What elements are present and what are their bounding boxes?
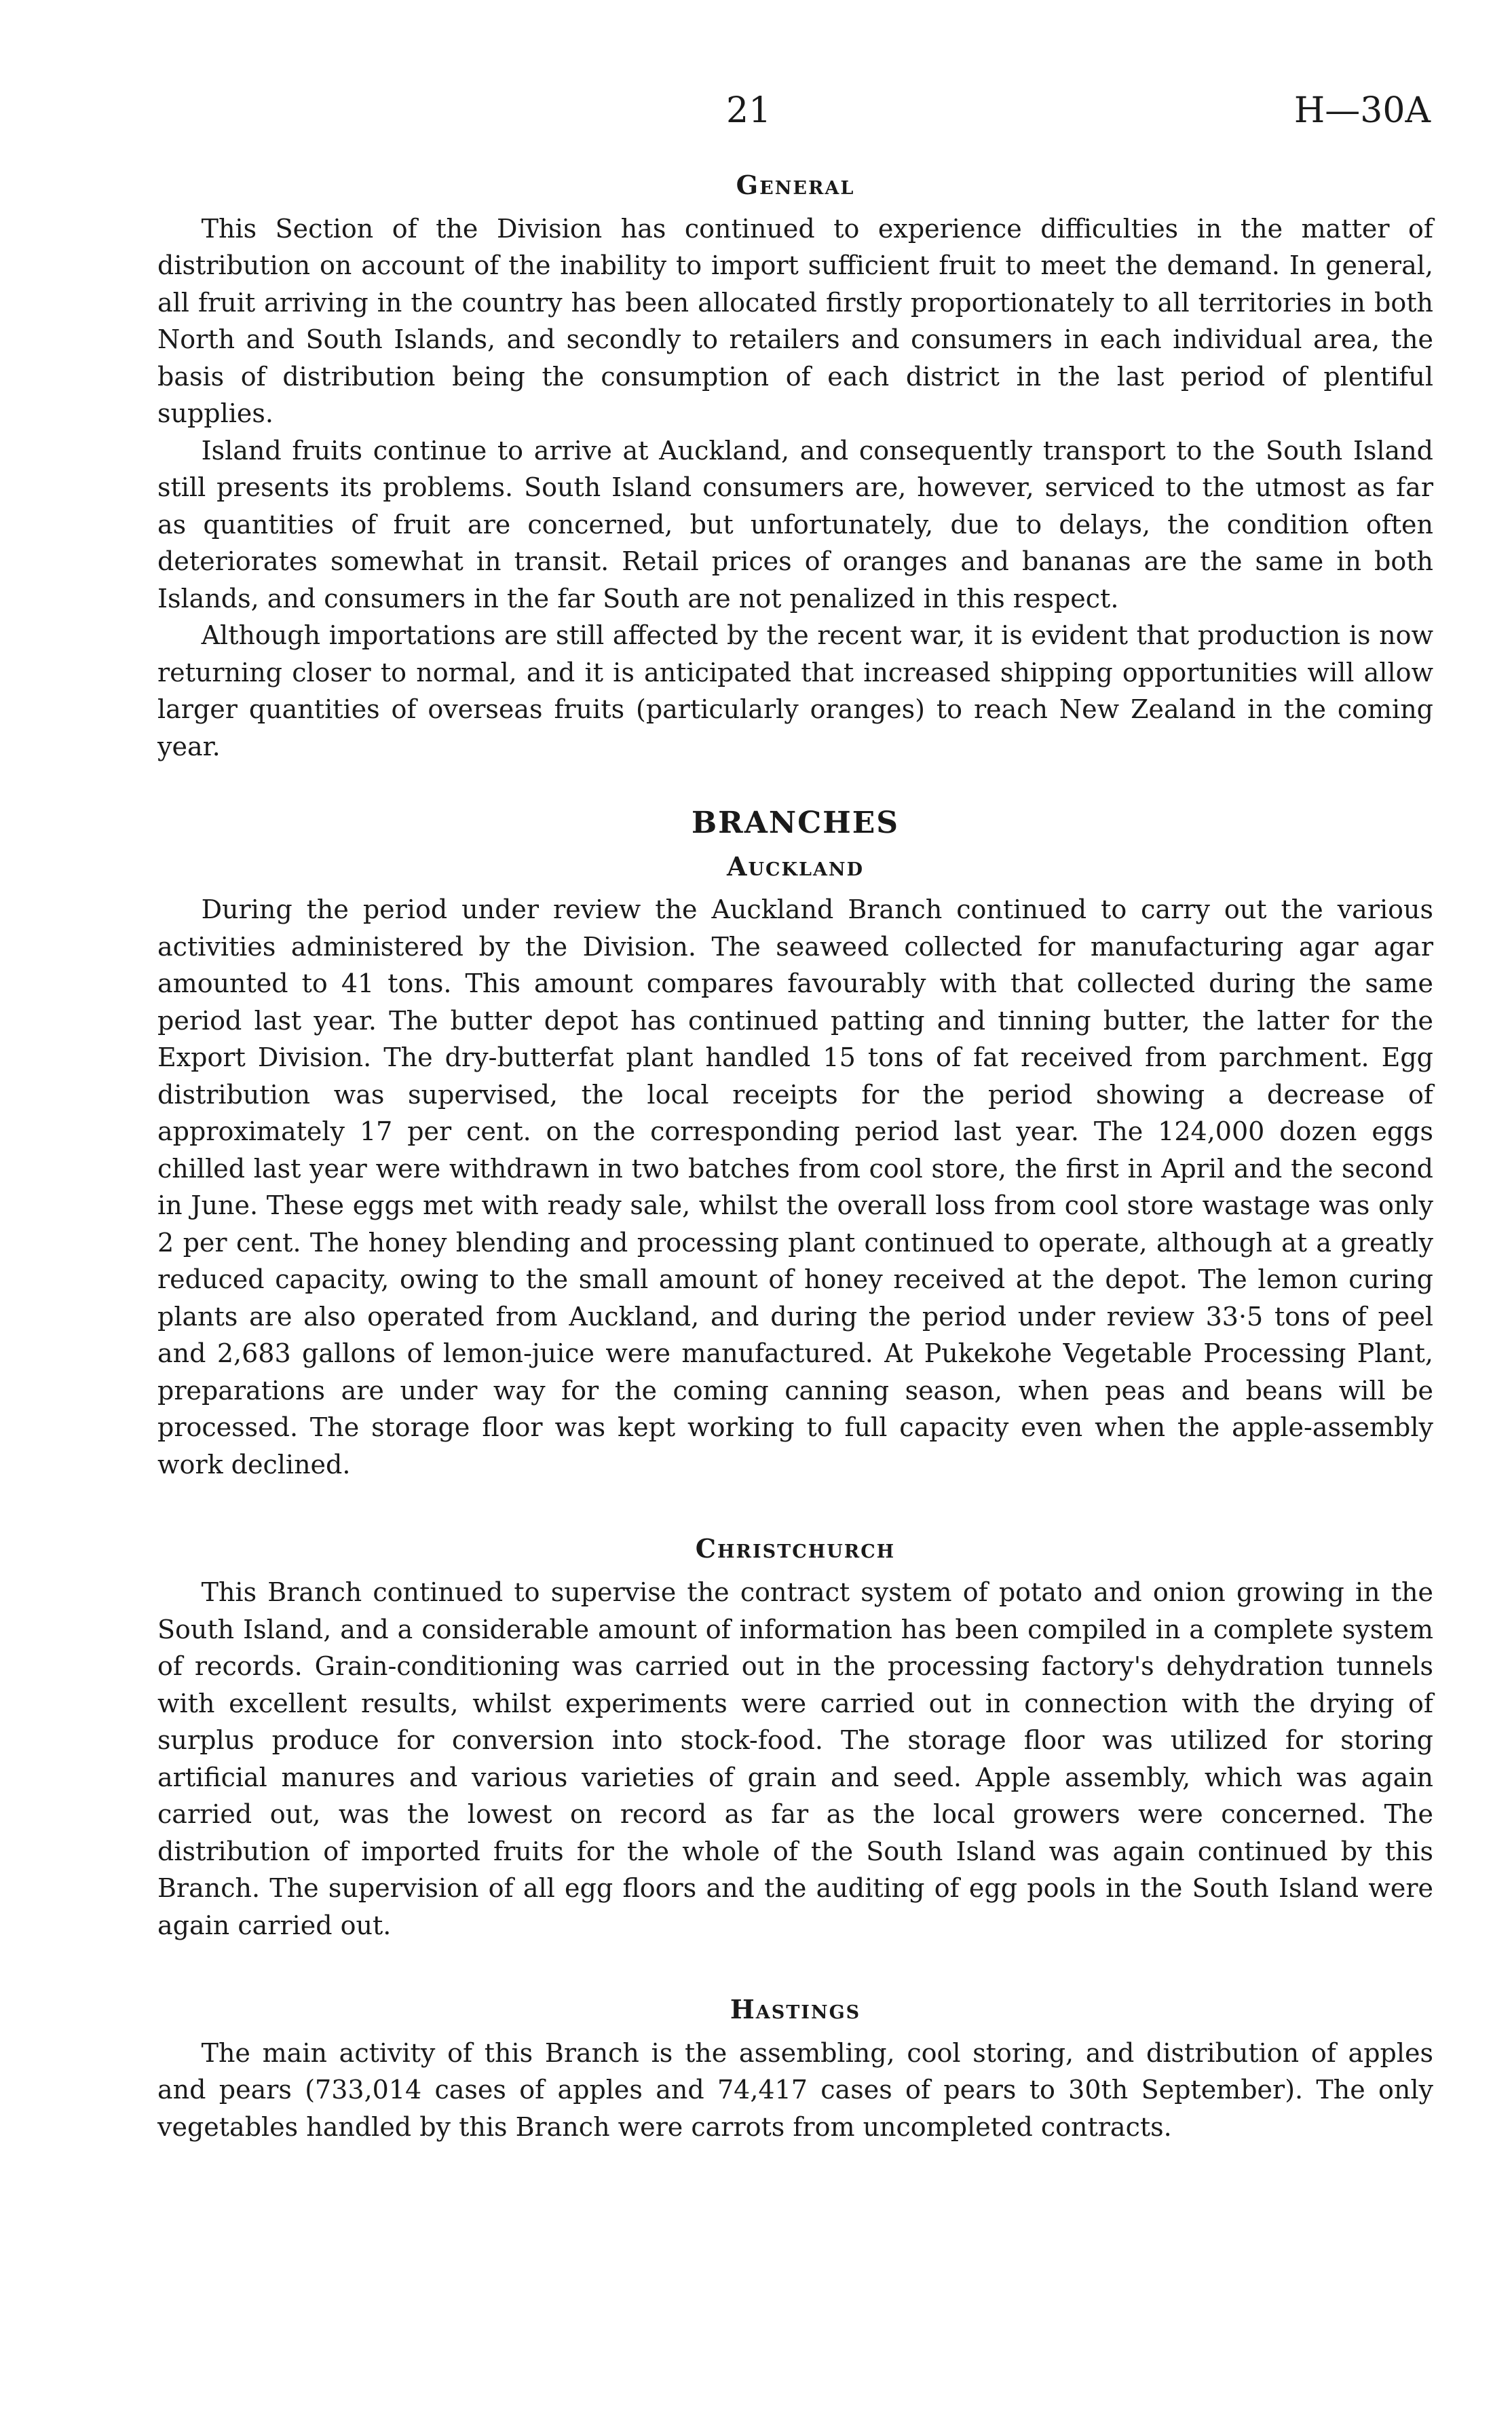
christchurch-heading: Christchurch [695, 1533, 896, 1564]
general-paragraph-3: Although importations are still affected by the recent war, it is evident that production is now returning closer to normal, and it is anticipated that increased shipping opportunities will allow larger quantities of overseas fruits (particularly oranges) to reach New Zealand in the coming year. [157, 620, 1433, 761]
general-heading: General [736, 170, 855, 200]
general-section [157, 170, 1433, 765]
auckland-heading: Auckland [726, 850, 864, 882]
christchurch-paragraph: This Branch continued to supervise the contract system of potato and onion growing in the South Island, and a considerable amount of information has been compiled in a complete system of records. Grain-conditioning was carried out in the processing factory's dehydration tunnels with excellent results, whilst experiments were carried out in connection with the drying of surplus produce for conversion into stock-food. The storage floor was utilized for storing artificial manures and various varieties of grain and seed. Apple assembly, which was again carried out, was the lowest on record as far as the local growers were concerned. The distribution of imported fruits for the whole of the South Island was again continued by this Branch. The supervision of all egg floors and the auditing of egg pools in the South Island were again carried out. [157, 1577, 1433, 1940]
auckland-subsection [157, 851, 1433, 1484]
christchurch-subsection [157, 1533, 1433, 1944]
page-number: 21 [726, 90, 772, 131]
auckland-paragraph: During the period under review the Auckland Branch continued to carry out the various activities administered by the Division. The seaweed collected for manufacturing agar agar amounted to 41 tons. This amount compares favourably with that collected during the same period last year. The butter depot has continued patting and tinning butter, the latter for the Export Division. The dry-butterfat plant handled 15 tons of fat received from parchment. Egg distribution was supervised, the local receipts for the period showing a decrease of approximately 17 per cent. on the corresponding period last year. The 124,000 dozen eggs chilled last year were withdrawn in two batches from cool store, the first in April and the second in June. These eggs met with ready sale, whilst the overall loss from cool store wastage was only 2 per cent. The honey blending and processing plant continued to operate, although at a greatly reduced capacity, owing to the small amount of honey received at the depot. The lemon curing plants are also operated from Auckland, and during the period under review 33·5 tons of peel and 2,683 gallons of lemon-juice were manufactured. At Pukekohe Vegetable Processing Plant, preparations are under way for the coming canning season, when peas and beans will be processed. The storage floor was kept working to full capacity even when the apple-assembly work declined. [157, 895, 1433, 1480]
document-reference: H—30A [1293, 90, 1431, 131]
page-header [0, 87, 1512, 134]
hastings-subsection [157, 1994, 1433, 2145]
branches-section [157, 806, 1433, 2145]
general-paragraph-2: Island fruits continue to arrive at Auckland, and consequently transport to the South Island still presents its problems. South Island consumers are, however, serviced to the utmost as far as quantities of fruit are concerned, but unfortunately, due to delays, the condition often deteriorates somewhat in transit. Retail prices of oranges and bananas are the same in both Islands, and consumers in the far South are not penalized in this respect. [157, 435, 1433, 614]
branches-heading: BRANCHES [691, 806, 900, 841]
hastings-paragraph: The main activity of this Branch is the assembling, cool storing, and distribution of apples and pears (733,014 cases of apples and 74,417 cases of pears to 30th September). The only vegetables handled by this Branch were carrots from uncompleted contracts. [157, 2037, 1433, 2142]
hastings-heading: Hastings [730, 1994, 861, 2025]
general-paragraph-1: This Section of the Division has continued to experience difficulties in the matter of distribution on account of the inability to import sufficient fruit to meet the demand. In general, all fruit arriving in the country has been allocated firstly proportionately to all territories in both North and South Islands, and secondly to retailers and consumers in each individual area, the basis of distribution being the consumption of each district in the last period of plentiful supplies. [157, 213, 1433, 429]
page-body [157, 170, 1433, 2145]
